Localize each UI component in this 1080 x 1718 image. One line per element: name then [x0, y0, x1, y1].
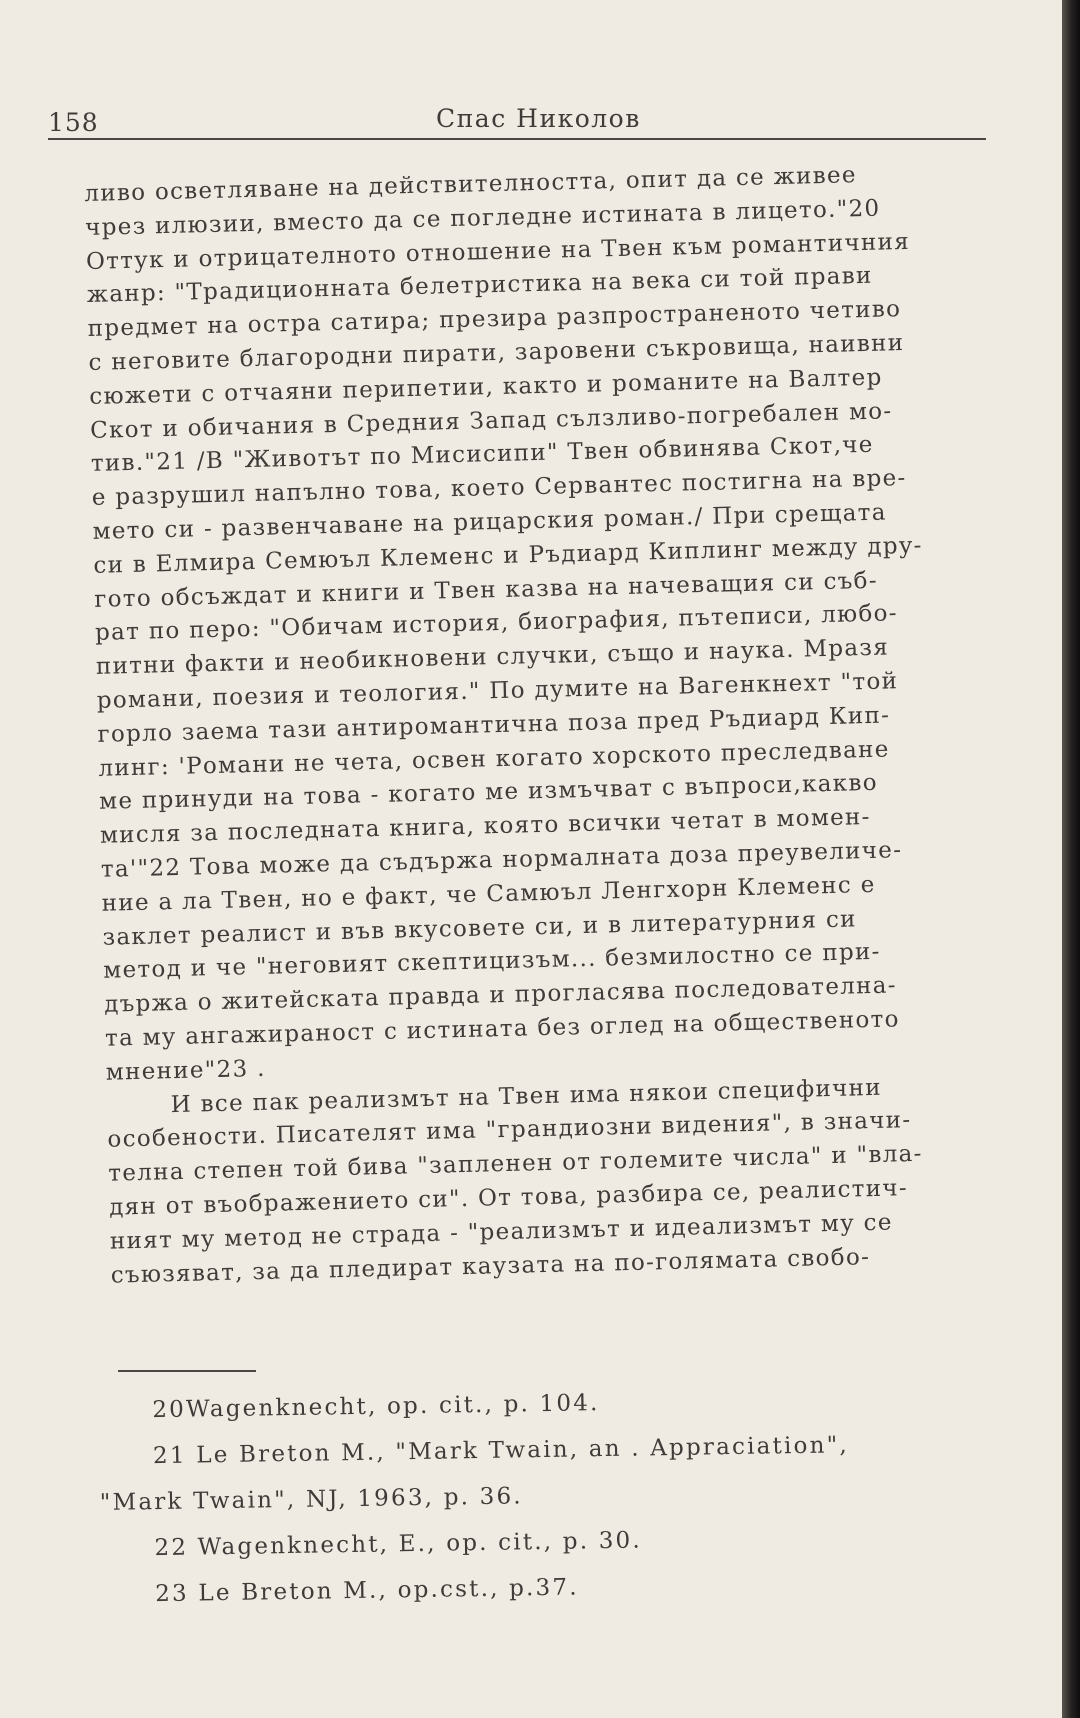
footnote-23: 23 Le Breton M., op.cst., p.37. — [155, 1574, 579, 1608]
text-line: съюзяват, за да пледират каузата на по-голямата свобо- — [110, 1243, 871, 1289]
page-number: 158 — [48, 108, 99, 137]
text-line: питни факти и необикновени случки, също и наука. Мразя — [95, 634, 890, 681]
text-line: ливо осветляване на действителността, опит да се живее — [84, 162, 858, 207]
text-line: та му ангажираност с истината без оглед на общественото — [104, 1006, 901, 1052]
text-line: чрез илюзии, вместо да се погледне истината в лицето."20 — [84, 195, 881, 241]
text-line: дян от въображението си". От това, разбира се, реалистич- — [108, 1175, 909, 1221]
text-line: жанр: "Традиционната белетристика на века си той прави — [86, 263, 873, 309]
text-line: Оттук и отрицателното отношение на Твен към романтичния — [85, 228, 911, 275]
text-line: метод и че "неговият скептицизъм... безмилостно се при- — [103, 939, 881, 985]
text-line: мисля за последната книга, която всички четат в момен- — [99, 804, 872, 849]
text-line: горло заема тази антиромантична поза пред Ръдиард Кип- — [97, 702, 891, 748]
text-line: е разрушил напълно това, което Сервантес постигна на вре- — [91, 465, 907, 512]
text-line: гото обсъждат и книги и Твен казва на начеващия си съб- — [93, 567, 879, 613]
text-line: заклет реалист и във вкусовете си, и в литературния си — [102, 905, 858, 951]
running-head — [48, 104, 986, 140]
text-line: мето си - развенчаване на рицарския роман./ При срещата — [92, 499, 888, 545]
text-line: романи, поезия и теология." По думите на Вагенкнехт "той — [96, 668, 899, 714]
footnote-22: 22 Wagenknecht, E., op. cit., p. 30. — [154, 1527, 643, 1562]
footnotes — [98, 1374, 1002, 1618]
text-line: сюжети с отчаяни перипетии, както и романите на Валтер — [89, 364, 883, 410]
text-line: мнение"23 . — [105, 1055, 267, 1086]
text-line: си в Елмира Семюъл Клеменс и Ръдиард Киплинг между дру- — [93, 532, 924, 579]
running-head-author: Спас Николов — [436, 104, 641, 133]
page-binding-edge — [1062, 0, 1080, 1718]
text-line: рат по перо: "Обичам история, биография, пътеписи, любо- — [94, 600, 899, 647]
text-line: държа о житейската правда и прогласява последователна- — [103, 972, 898, 1018]
footnote-21-continued: "Mark Twain", NJ, 1963, p. 36. — [99, 1483, 524, 1516]
text-line: предмет на остра сатира; презира разпространеното четиво — [87, 296, 902, 343]
text-line: линг: 'Романи не чета, освен когато хорското преследване — [98, 736, 890, 782]
paragraph-first-line: И все пак реализмът на Твен има някои специфични — [170, 1074, 883, 1118]
text-line: телна степен той бива "запленен от големите числа" и "вла- — [108, 1140, 924, 1187]
text-line: особености. Писателят има "грандиозни видения", в значи- — [107, 1107, 912, 1154]
footnote-divider — [118, 1370, 256, 1372]
text-line: ният му метод не страда - "реализмът и идеализмът му се — [109, 1209, 894, 1255]
footnote-21: 21 Le Breton M., "Mark Twain, an . Appraciation", — [152, 1432, 850, 1470]
text-line: ме принуди на това - когато ме измъчват с въпроси,какво — [98, 770, 879, 816]
text-line: с неговите благородни пирати, заровени съкровища, наивни — [88, 329, 905, 376]
text-line: ние а ла Твен, но е факт, че Самюъл Ленгхорн Клеменс е — [101, 871, 876, 917]
footnote-20: 20Wagenknecht, op. cit., p. 104. — [152, 1390, 600, 1424]
text-line: тив."21 /В "Животът по Мисисипи" Твен обвинява Скот,че — [90, 432, 875, 478]
text-line: Скот и обичания в Средния Запад сълзливо-погребален мо- — [89, 397, 893, 444]
main-text — [84, 155, 1041, 1293]
text-line: та'"22 Това може да съдържа нормалната доза преувеличе- — [100, 837, 903, 883]
